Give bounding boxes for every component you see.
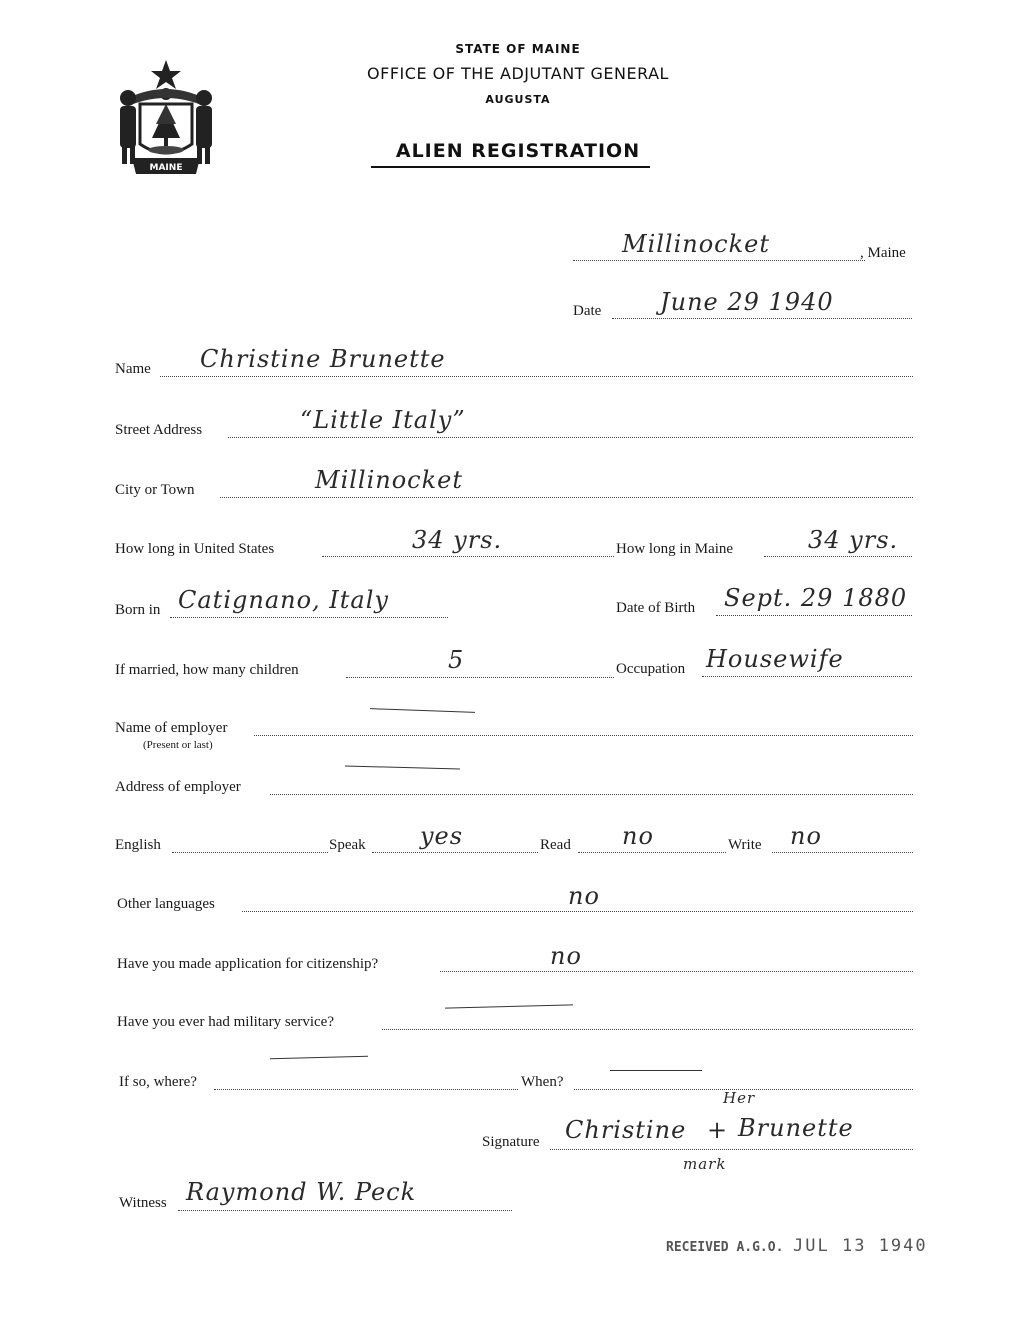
place-value: Millinocket [622,230,771,258]
citizenship-label: Have you made application for citizenship? [117,956,379,972]
employer-sublabel: (Present or last) [143,739,213,751]
when-label: When? [521,1074,564,1090]
other-languages-line [242,911,913,912]
city-label: City or Town [115,482,195,498]
employer-address-line [270,794,913,795]
street-label: Street Address [115,422,203,438]
dob-label: Date of Birth [616,600,696,616]
where-dash [270,1056,368,1060]
place-suffix: , Maine [860,245,906,261]
received-stamp [666,1236,928,1256]
svg-text:MAINE: MAINE [149,163,183,173]
occupation-line [702,676,912,677]
name-value: Christine Brunette [200,345,446,373]
when-dash [610,1070,702,1071]
witness-line [178,1210,512,1211]
speak-line [372,852,538,853]
signature-below: mark [683,1155,727,1173]
children-value: 5 [448,646,465,674]
write-value: no [790,822,822,850]
stamp-date: JUL 13 1940 [793,1236,928,1256]
signature-first: Christine [565,1116,687,1144]
how-long-us-label: How long in United States [115,541,275,557]
witness-value: Raymond W. Peck [186,1178,417,1206]
signature-mark: + [707,1116,729,1144]
how-long-maine-value: 34 yrs. [808,526,899,554]
employer-dash [370,708,475,713]
children-line [346,677,614,678]
born-value: Catignano, Italy [178,586,389,614]
military-label: Have you ever had military service? [117,1014,334,1030]
english-line [172,852,328,853]
witness-label: Witness [119,1195,167,1211]
how-long-maine-label: How long in Maine [616,541,734,557]
read-label: Read [540,837,571,853]
where-line [214,1089,518,1090]
where-label: If so, where? [119,1074,197,1090]
dob-value: Sept. 29 1880 [724,584,908,612]
city-line [220,497,913,498]
write-label: Write [728,837,762,853]
dob-line [716,615,912,616]
write-line [772,852,913,853]
employer-address-label: Address of employer [115,779,241,795]
name-line [160,376,913,377]
speak-label: Speak [329,837,366,853]
place-line [573,260,865,261]
children-label: If married, how many children [115,662,299,678]
citizenship-line [440,971,913,972]
how-long-us-value: 34 yrs. [412,526,503,554]
stamp-received: RECEIVED A.G.O. [666,1240,784,1255]
street-value: “Little Italy” [300,406,466,434]
signature-line [550,1149,913,1150]
occupation-value: Housewife [706,645,844,673]
how-long-us-line [322,556,614,557]
header-office: OFFICE OF THE ADJUTANT GENERAL [367,64,669,83]
other-languages-value: no [568,882,600,910]
born-line [170,617,448,618]
signature-above: Her [723,1089,756,1107]
city-value: Millinocket [315,466,464,494]
header-state: STATE OF MAINE [455,42,581,56]
signature-last: Brunette [738,1114,854,1142]
military-line [382,1029,913,1030]
name-label: Name [115,361,151,377]
military-dash [445,1004,573,1008]
header-city: AUGUSTA [485,93,551,106]
employer-label: Name of employer [115,720,228,736]
form-title: ALIEN REGISTRATION [395,140,641,162]
speak-value: yes [420,822,464,850]
title-underline [371,166,650,168]
other-languages-label: Other languages [117,896,215,912]
date-line [612,318,912,319]
employer-address-dash [345,765,460,769]
english-label: English [115,837,161,853]
employer-line [254,735,913,736]
born-label: Born in [115,602,161,618]
street-line [228,437,913,438]
occupation-label: Occupation [616,661,686,677]
citizenship-value: no [550,942,582,970]
read-line [578,852,726,853]
signature-label: Signature [482,1134,540,1150]
read-value: no [622,822,654,850]
date-value: June 29 1940 [660,288,834,316]
date-label: Date [573,303,602,319]
how-long-maine-line [764,556,912,557]
